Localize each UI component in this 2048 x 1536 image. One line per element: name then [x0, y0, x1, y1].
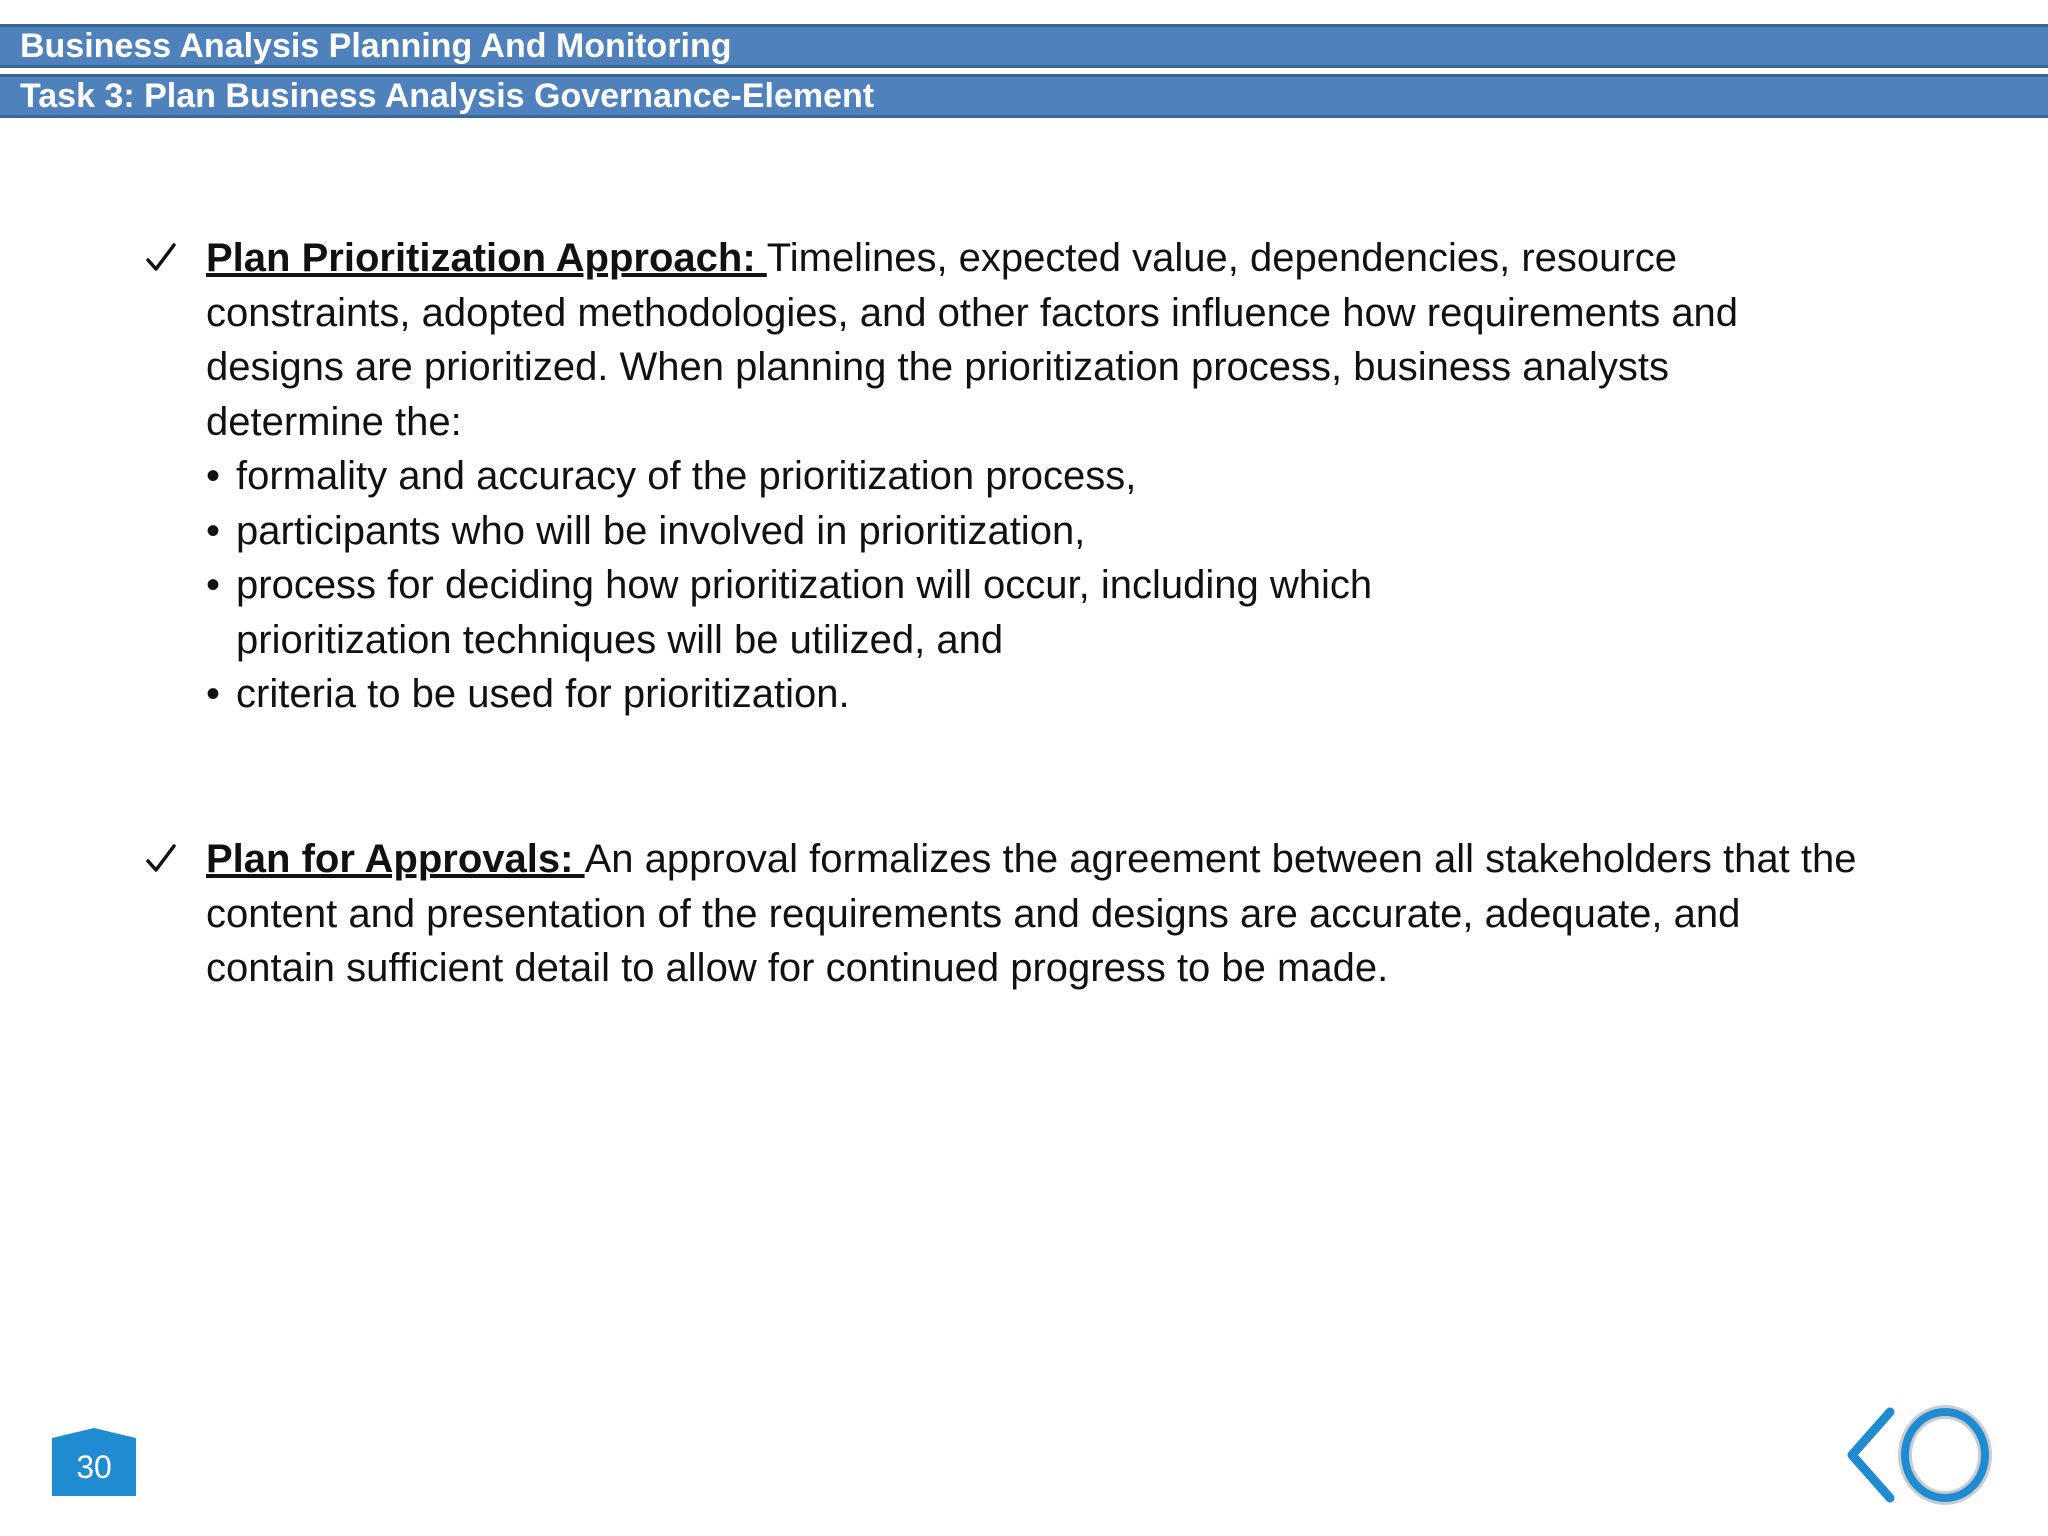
list-item: • participants who will be involved in prioritization, [206, 504, 1446, 559]
prioritization-text: Timelines, expected value, dependencies, resource constraints, adopted methodologies, and other factors influence how requirements and designs are prioritized. When planning the prioritization process, business analysts determine the: [206, 236, 1739, 444]
approvals-heading: Plan for Approvals: [206, 837, 585, 881]
page-number: 30 [52, 1438, 136, 1496]
list-item: • formality and accuracy of the prioritization process, [206, 449, 1446, 504]
prioritization-heading: Plan Prioritization Approach: [206, 236, 767, 280]
list-item: • process for deciding how prioritization will occur, including which prioritization techniques will be utilized, and [206, 558, 1446, 667]
ko-logo-icon [1840, 1400, 2010, 1510]
prioritization-bullets [206, 449, 1446, 722]
checkmark-icon [142, 832, 182, 886]
task-title-bar [0, 74, 2048, 118]
approvals-item [206, 832, 1866, 996]
approvals-text: An approval formalizes the agreement between all stakeholders that the content and presentation of the requirements and designs are accurate, adequate, and contain sufficient detail to allow for continued progress to be made. [206, 837, 1857, 990]
list-item: • criteria to be used for prioritization. [206, 667, 1446, 722]
prioritization-item [206, 231, 1846, 722]
section-title: Business Analysis Planning And Monitoring [20, 27, 732, 65]
checkmark-icon [142, 231, 182, 285]
section-title-bar [0, 24, 2048, 68]
task-title: Task 3: Plan Business Analysis Governance-Element [20, 77, 875, 115]
